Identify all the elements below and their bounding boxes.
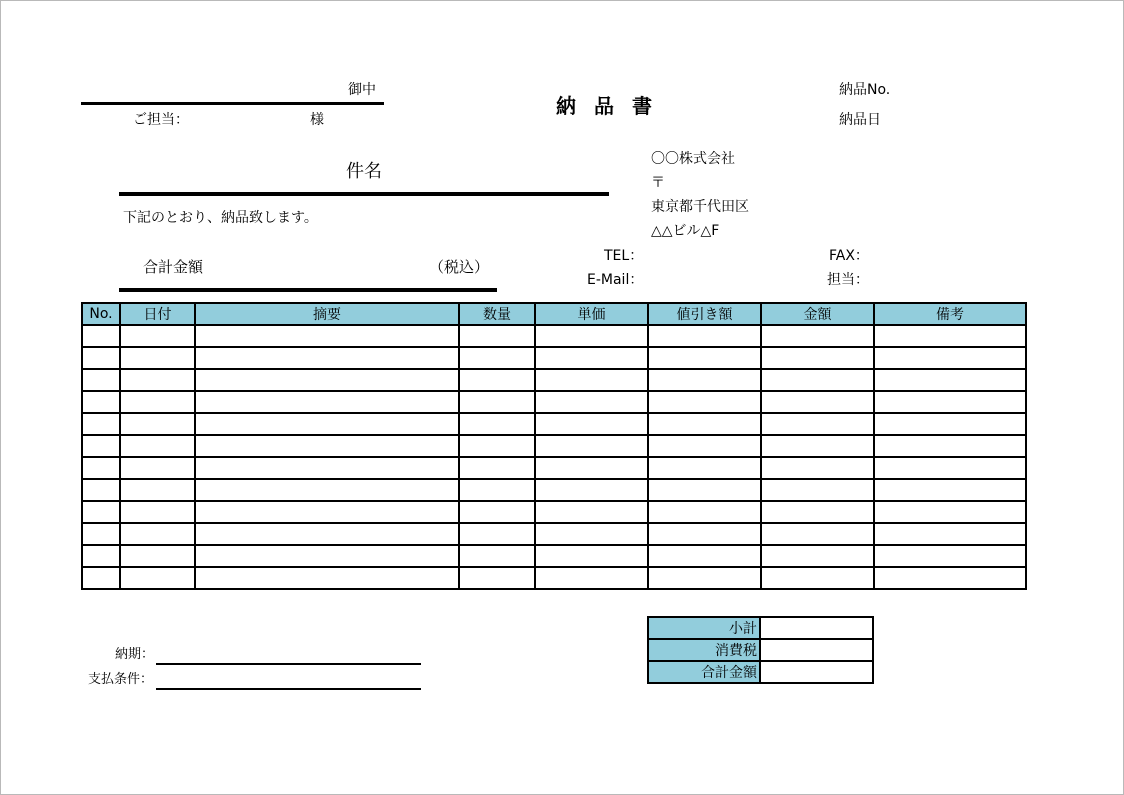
company-address-1: 東京都千代田区 (651, 199, 749, 215)
table-cell[interactable] (120, 369, 195, 391)
table-cell[interactable] (874, 501, 1026, 523)
table-cell[interactable] (648, 369, 761, 391)
table-row (82, 501, 1026, 523)
person-in-charge-label: 担当： (827, 272, 869, 288)
subtotal-value-cell[interactable] (760, 617, 873, 639)
company-address-2: △△ビル△F (651, 223, 720, 239)
table-row (82, 457, 1026, 479)
table-cell[interactable] (535, 479, 648, 501)
header-no: No. (82, 303, 120, 325)
table-row (82, 545, 1026, 567)
table-cell[interactable] (195, 545, 459, 567)
table-cell[interactable] (874, 325, 1026, 347)
table-cell[interactable] (535, 413, 648, 435)
table-cell[interactable] (761, 435, 874, 457)
table-cell[interactable] (120, 457, 195, 479)
table-cell[interactable] (874, 413, 1026, 435)
header-quantity: 数量 (459, 303, 535, 325)
table-cell[interactable] (648, 391, 761, 413)
table-cell[interactable] (459, 347, 535, 369)
delivery-message: 下記のとおり、納品致します。 (123, 210, 318, 226)
table-cell[interactable] (82, 435, 120, 457)
table-cell[interactable] (761, 325, 874, 347)
table-cell[interactable] (535, 391, 648, 413)
table-cell[interactable] (874, 435, 1026, 457)
table-cell[interactable] (874, 369, 1026, 391)
company-postal: 〒 (651, 175, 665, 191)
table-cell[interactable] (648, 413, 761, 435)
summary-table (647, 616, 874, 684)
grand-total-value-cell[interactable] (760, 661, 873, 683)
grand-total-label: 合計金額 (648, 661, 760, 683)
header-amount: 金額 (761, 303, 874, 325)
table-row (82, 479, 1026, 501)
table-row (82, 435, 1026, 457)
subject-label: 件名 (346, 161, 382, 182)
table-cell[interactable] (459, 479, 535, 501)
header-discount: 値引き額 (648, 303, 761, 325)
sama-label: 様 (310, 112, 324, 128)
payment-terms-label: 支払条件： (88, 672, 154, 687)
table-cell[interactable] (761, 479, 874, 501)
deadline-underline (156, 663, 421, 665)
tel-label: TEL： (604, 248, 644, 264)
table-cell[interactable] (120, 391, 195, 413)
header-date: 日付 (120, 303, 195, 325)
table-cell[interactable] (82, 479, 120, 501)
table-cell[interactable] (761, 391, 874, 413)
grand-total-row (648, 661, 873, 683)
item-table (81, 302, 1027, 590)
table-cell[interactable] (648, 545, 761, 567)
table-cell[interactable] (82, 369, 120, 391)
item-table-body (82, 325, 1026, 589)
table-cell[interactable] (874, 391, 1026, 413)
table-cell[interactable] (459, 435, 535, 457)
table-row (82, 325, 1026, 347)
subject-underline (119, 192, 609, 196)
table-cell[interactable] (195, 567, 459, 589)
table-cell[interactable] (535, 435, 648, 457)
table-cell[interactable] (82, 457, 120, 479)
table-cell[interactable] (120, 413, 195, 435)
table-cell[interactable] (82, 325, 120, 347)
table-cell[interactable] (648, 523, 761, 545)
table-cell[interactable] (648, 479, 761, 501)
delivery-no-label: 納品No. (839, 82, 891, 98)
table-row (82, 523, 1026, 545)
table-cell[interactable] (459, 413, 535, 435)
table-cell[interactable] (120, 347, 195, 369)
table-cell[interactable] (535, 501, 648, 523)
table-cell[interactable] (195, 523, 459, 545)
table-cell[interactable] (195, 457, 459, 479)
table-cell[interactable] (82, 567, 120, 589)
total-amount-underline (119, 288, 497, 292)
document-title: 納品書 (556, 94, 670, 118)
table-cell[interactable] (195, 347, 459, 369)
table-cell[interactable] (195, 325, 459, 347)
table-cell[interactable] (648, 325, 761, 347)
tax-value-cell[interactable] (760, 639, 873, 661)
table-cell[interactable] (195, 479, 459, 501)
header-description: 摘要 (195, 303, 459, 325)
table-cell[interactable] (459, 369, 535, 391)
table-cell[interactable] (459, 545, 535, 567)
table-cell[interactable] (874, 523, 1026, 545)
table-cell[interactable] (195, 413, 459, 435)
table-cell[interactable] (82, 347, 120, 369)
table-cell[interactable] (120, 479, 195, 501)
table-cell[interactable] (761, 413, 874, 435)
header-remarks: 備考 (874, 303, 1026, 325)
recipient-underline (81, 102, 384, 105)
table-cell[interactable] (761, 567, 874, 589)
table-cell[interactable] (535, 523, 648, 545)
table-cell[interactable] (120, 545, 195, 567)
tax-row (648, 639, 873, 661)
table-cell[interactable] (648, 435, 761, 457)
table-cell[interactable] (195, 369, 459, 391)
deadline-label: 納期： (115, 647, 155, 662)
onchu-label: 御中 (348, 82, 376, 98)
table-cell[interactable] (195, 501, 459, 523)
table-cell[interactable] (874, 347, 1026, 369)
table-cell[interactable] (761, 501, 874, 523)
table-cell[interactable] (535, 347, 648, 369)
table-cell[interactable] (82, 501, 120, 523)
table-cell[interactable] (120, 501, 195, 523)
table-cell[interactable] (761, 369, 874, 391)
table-header-row (82, 303, 1026, 325)
table-cell[interactable] (648, 457, 761, 479)
fax-label: FAX： (829, 248, 869, 264)
payment-terms-underline (156, 688, 421, 690)
table-cell[interactable] (82, 523, 120, 545)
table-row (82, 347, 1026, 369)
tax-included-note: （税込） (429, 258, 490, 276)
table-cell[interactable] (648, 567, 761, 589)
table-cell[interactable] (535, 567, 648, 589)
table-cell[interactable] (120, 567, 195, 589)
table-cell[interactable] (195, 391, 459, 413)
table-cell[interactable] (648, 347, 761, 369)
table-row (82, 369, 1026, 391)
table-cell[interactable] (459, 523, 535, 545)
header-unit-price: 単価 (535, 303, 648, 325)
table-cell[interactable] (535, 545, 648, 567)
table-cell[interactable] (120, 523, 195, 545)
table-cell[interactable] (82, 545, 120, 567)
table-row (82, 413, 1026, 435)
table-cell[interactable] (120, 435, 195, 457)
table-cell[interactable] (459, 567, 535, 589)
delivery-date-label: 納品日 (839, 112, 881, 128)
table-cell[interactable] (82, 413, 120, 435)
total-amount-label: 合計金額 (143, 258, 204, 276)
table-cell[interactable] (874, 479, 1026, 501)
table-cell[interactable] (535, 457, 648, 479)
table-cell[interactable] (459, 325, 535, 347)
table-cell[interactable] (874, 567, 1026, 589)
company-name: 〇〇株式会社 (651, 151, 735, 167)
table-cell[interactable] (459, 391, 535, 413)
table-cell[interactable] (535, 325, 648, 347)
subtotal-label: 小計 (648, 617, 760, 639)
email-label: E-Mail： (587, 272, 644, 288)
table-cell[interactable] (459, 501, 535, 523)
table-cell[interactable] (648, 501, 761, 523)
tax-label: 消費税 (648, 639, 760, 661)
table-cell[interactable] (874, 457, 1026, 479)
table-cell[interactable] (761, 523, 874, 545)
table-cell[interactable] (459, 457, 535, 479)
table-cell[interactable] (761, 457, 874, 479)
table-cell[interactable] (874, 545, 1026, 567)
table-row (82, 567, 1026, 589)
table-cell[interactable] (761, 347, 874, 369)
subtotal-row (648, 617, 873, 639)
table-cell[interactable] (82, 391, 120, 413)
tanto-prefix-label: ご担当： (133, 112, 189, 128)
table-cell[interactable] (761, 545, 874, 567)
table-cell[interactable] (195, 435, 459, 457)
table-row (82, 391, 1026, 413)
table-cell[interactable] (120, 325, 195, 347)
table-cell[interactable] (535, 369, 648, 391)
